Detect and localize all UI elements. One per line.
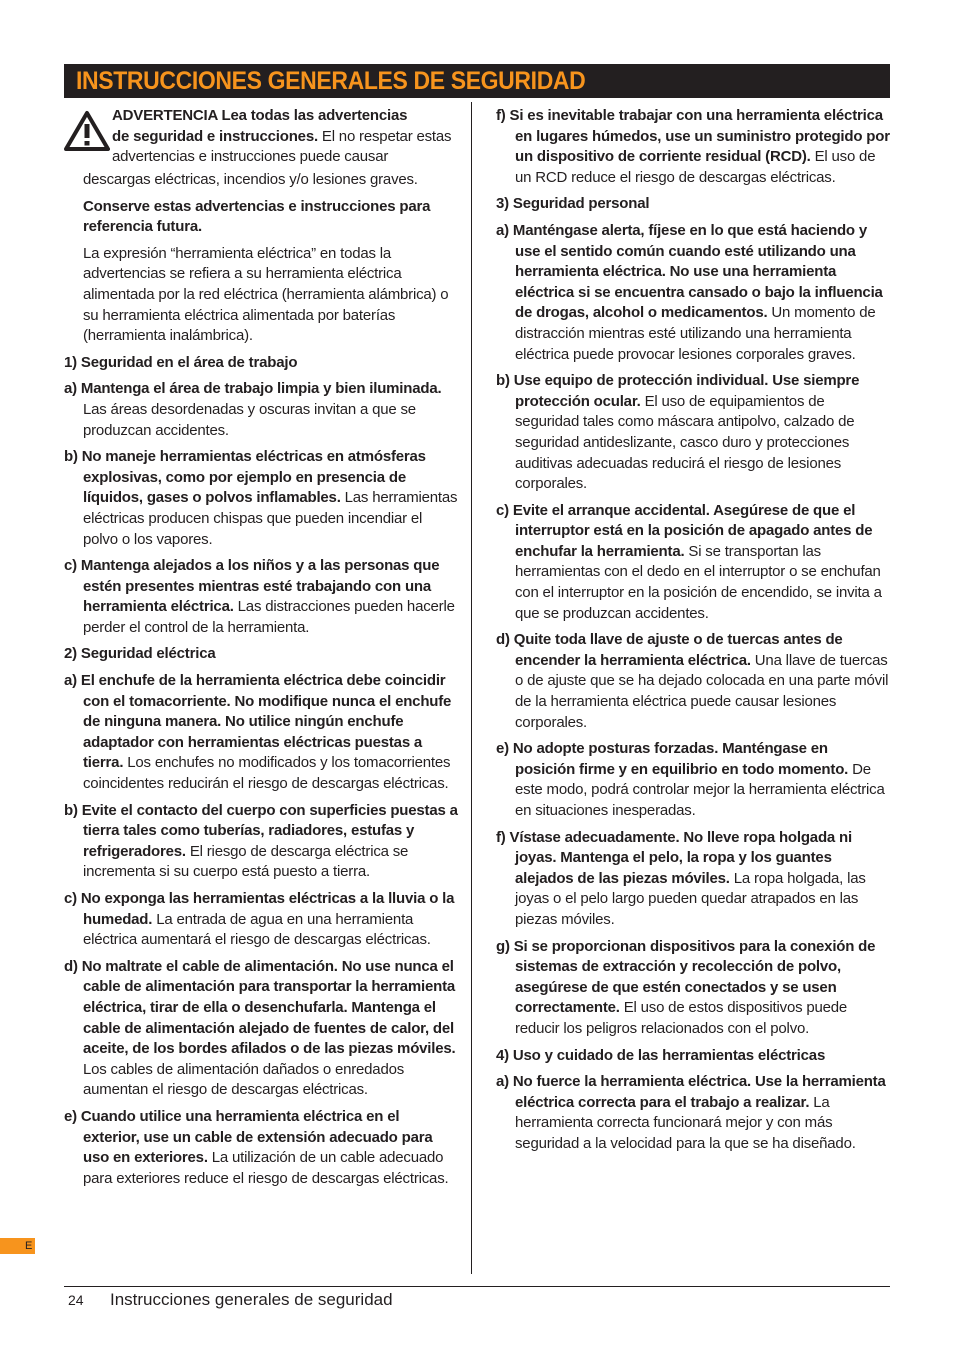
list-item xyxy=(496,1072,890,1154)
page-number: 24 xyxy=(68,1292,84,1308)
item-bold: d) No maltrate el cable de alimentación. No use nunca el cable de alimentación para transportar la herramienta eléctrica, tirar de ella o desenchufarla. Mantenga el cable de alimentación alejado de fuentes de calor, del aceite, de los bordes afilados o de las piezas móviles. xyxy=(64,957,456,1058)
item-bold: a) Mantenga el área de trabajo limpia y bien iluminada. xyxy=(64,380,442,398)
item-text: El uso de un RCD reduce el riesgo de descargas eléctricas. xyxy=(515,148,876,186)
warning-triangle-icon xyxy=(64,110,110,152)
item-text: La entrada de agua en una herramienta eléctrica aumentará el riesgo de descargas eléctricas. xyxy=(83,910,431,949)
list-item xyxy=(64,671,458,795)
item-text: Un momento de distracción mientras esté utilizando una herramienta eléctrica puede provocar lesiones corporales graves. xyxy=(515,304,876,363)
warning-text xyxy=(112,106,458,168)
warning-heading-cont: de seguridad e instrucciones. xyxy=(112,127,318,145)
language-tab: E xyxy=(0,1238,35,1254)
item-text: De este modo, podrá controlar mejor la herramienta eléctrica en situaciones inesperadas. xyxy=(515,760,885,819)
warning-body: El no respetar estas advertencias e instrucciones puede causar xyxy=(112,127,452,166)
list-item xyxy=(64,801,458,883)
item-text: Los enchufes no modificados y los tomacorrientes coincidentes reducirán el riesgo de descargas eléctricas. xyxy=(83,754,451,793)
list-item xyxy=(64,1107,458,1189)
list-item xyxy=(496,221,890,365)
footer-title: Instrucciones generales de seguridad xyxy=(110,1290,393,1309)
list-item xyxy=(496,937,890,1040)
conserve-note xyxy=(83,197,458,238)
section-heading-3 xyxy=(496,194,890,215)
list-item xyxy=(496,501,890,625)
column-divider xyxy=(471,102,472,1274)
item-bold: a) Manténgase alerta, fíjese en lo que está haciendo y use el sentido común cuando esté utilizando una herramienta eléctrica. No use una herramienta eléctrica si se encuentra cansado o bajo la influencia de drogas, alcohol o medicamentos. xyxy=(496,221,883,322)
right-column xyxy=(496,106,890,1161)
page-title: INSTRUCCIONES GENERALES DE SEGURIDAD xyxy=(76,67,586,95)
item-bold: d) Quite toda llave de ajuste o de tuercas antes de encender la herramienta eléctrica. xyxy=(496,631,843,669)
section-heading-2-text: 2) Seguridad eléctrica xyxy=(64,645,216,663)
item-text: Si se transportan las herramientas con el dedo en el interruptor o se enchufan con el interruptor en la posición de encendido, se invita a que se produzcan accidentes. xyxy=(515,542,882,622)
section-heading-3-text: 3) Seguridad personal xyxy=(496,195,650,213)
list-item xyxy=(64,889,458,951)
warning-heading: ADVERTENCIA Lea todas las advertencias xyxy=(112,107,408,124)
item-bold: a) No fuerce la herramienta eléctrica. Use la herramienta eléctrica correcta para el trabajo a realizar. xyxy=(496,1073,886,1111)
footer-rule xyxy=(64,1286,890,1287)
section-heading-1-text: 1) Seguridad en el área de trabajo xyxy=(64,353,298,371)
conserve-text: Conserve estas advertencias e instrucciones para referencia futura. xyxy=(83,197,431,236)
list-item xyxy=(64,447,458,550)
warning-block xyxy=(64,106,458,172)
item-bold: c) Evite el arranque accidental. Asegúrese de que el interruptor está en la posición de apagado antes de enchufar la herramienta. xyxy=(496,501,873,560)
list-item xyxy=(496,106,890,188)
section-heading-1 xyxy=(64,353,458,374)
item-bold: b) Use equipo de protección individual. Use siempre protección ocular. xyxy=(496,372,860,410)
item-bold: c) Mantenga alejados a los niños y a las personas que estén presentes mientras esté trabajando con una herramienta eléctrica. xyxy=(64,557,440,616)
item-bold: b) Evite el contacto del cuerpo con superficies puestas a tierra tales como tuberías, radiadores, estufas y refrigeradores. xyxy=(64,801,458,860)
list-item xyxy=(64,379,458,441)
item-bold: e) No adopte posturas forzadas. Manténgase en posición firme y en equilibrio en todo momento. xyxy=(496,740,849,778)
section-heading-2 xyxy=(64,644,458,665)
section-heading-4 xyxy=(496,1046,890,1067)
section-heading-4-text: 4) Uso y cuidado de las herramientas eléctricas xyxy=(496,1046,826,1064)
item-text: La herramienta correcta funcionará mejor y con más seguridad a la velocidad para la que se ha diseñado. xyxy=(515,1093,856,1152)
item-bold: a) El enchufe de la herramienta eléctrica debe coincidir con el tomacorriente. No modifique nunca el enchufe de ninguna manera. No utilice ningún enchufe adaptador con herramientas eléctricas puestas a tierra. xyxy=(64,672,452,772)
item-text: El uso de estos dispositivos puede reducir los peligros relacionados con el polvo. xyxy=(515,999,848,1037)
item-text: La ropa holgada, las joyas o el pelo largo pueden quedar atrapados en las piezas móviles. xyxy=(515,869,866,928)
list-item xyxy=(496,828,890,931)
list-item xyxy=(496,739,890,821)
item-text: La utilización de un cable adecuado para exteriores reduce el riesgo de descargas eléctricas. xyxy=(83,1149,449,1187)
item-bold: f) Si es inevitable trabajar con una herramienta eléctrica en lugares húmedos, use un suministro protegido por un dispositivo de corriente residual (RCD). xyxy=(496,107,890,166)
list-item xyxy=(64,556,458,638)
list-item xyxy=(496,630,890,733)
item-text: Los cables de alimentación dañados o enredados aumentan el riesgo de descargas eléctricas. xyxy=(83,1060,405,1099)
item-bold: e) Cuando utilice una herramienta eléctrica en el exterior, use un cable de extensión adecuado para uso en exteriores. xyxy=(64,1107,433,1167)
item-text: Una llave de tuercas o de ajuste que se ha dejado colocada en una parte móvil de la herramienta eléctrica puede causar lesiones corporales. xyxy=(515,651,889,731)
list-item xyxy=(496,371,890,495)
item-text: Las áreas desordenadas y oscuras invitan a que se produzcan accidentes. xyxy=(83,400,416,439)
warning-tail: descargas eléctricas, incendios y/o lesiones graves. xyxy=(83,171,418,188)
left-column xyxy=(64,106,458,1195)
item-bold: c) No exponga las herramientas eléctricas a la lluvia o la humedad. xyxy=(64,890,455,928)
list-item xyxy=(64,957,458,1101)
section-banner xyxy=(64,64,890,98)
item-bold: g) Si se proporcionan dispositivos para la conexión de sistemas de extracción y recolección de polvo, asegúrese de que estén conectados y se usen correctamente. xyxy=(496,937,876,1017)
item-bold: b) No maneje herramientas eléctricas en atmósferas explosivas, como por ejemplo en presencia de líquidos, gases o polvos inflamables. xyxy=(64,448,426,507)
item-text: El uso de equipamientos de seguridad tales como máscara antipolvo, calzado de seguridad antideslizante, casco duro y protecciones auditivas adecuadas reducirá el riesgo de lesiones corporales. xyxy=(515,392,855,493)
expression-note: La expresión “herramienta eléctrica” en todas la advertencias se refiera a su herramienta eléctrica alimentada por la red eléctrica (herramienta alámbrica) o su herramienta eléctrica alimentada por baterías (herramienta inalámbrica). xyxy=(83,244,449,345)
item-text: Las herramientas eléctricas producen chispas que pueden incendiar el polvo o los vapores. xyxy=(83,489,458,548)
item-text: El riesgo de descarga eléctrica se incrementa si su cuerpo está puesto a tierra. xyxy=(83,842,409,881)
item-bold: f) Vístase adecuadamente. No lleve ropa holgada ni joyas. Mantenga el pelo, la ropa y los guantes alejados de las piezas móviles. xyxy=(496,828,852,887)
item-text: Las distracciones pueden hacerle perder el control de la herramienta. xyxy=(83,598,455,636)
